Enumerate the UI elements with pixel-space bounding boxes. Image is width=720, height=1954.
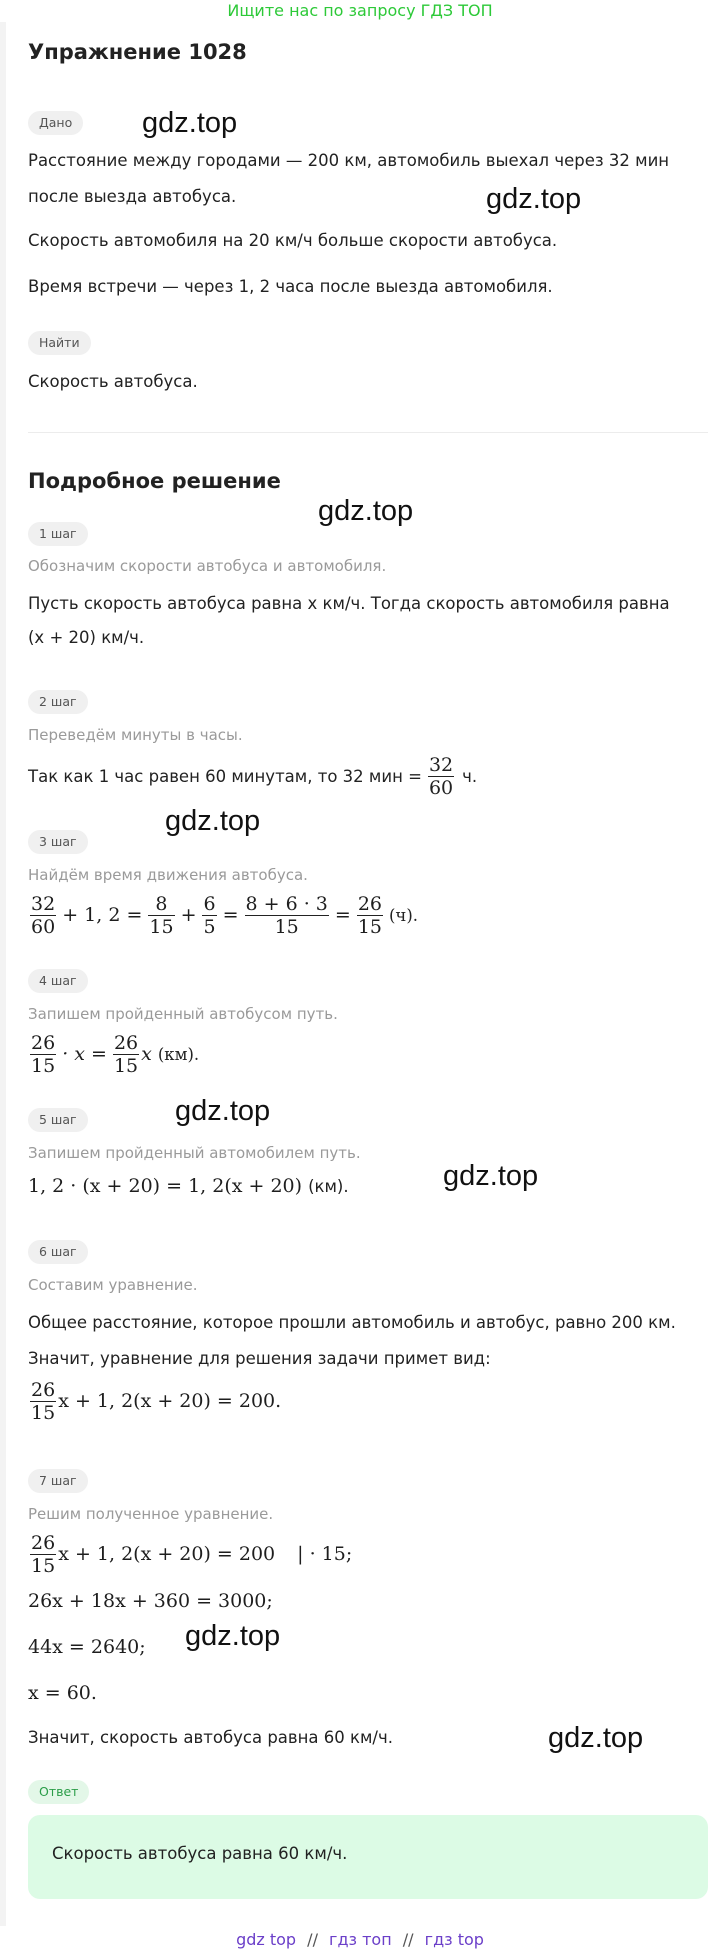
step-6-frac-den: 15: [31, 1401, 56, 1424]
step-7-mult: | · 15;: [297, 1543, 353, 1565]
step-5-formula: [28, 1170, 349, 1202]
step-1-badge: 1 шаг: [28, 522, 88, 546]
step-3-frac-1-num: 32: [31, 892, 56, 915]
left-rule: [0, 22, 6, 1926]
step-2-formula: [28, 750, 477, 802]
step-2-num: 32: [428, 753, 454, 776]
answer-badge: Ответ: [28, 1780, 89, 1804]
step-7-badge: 7 шаг: [28, 1469, 88, 1493]
step-7-expr: x + 1, 2(x + 20) = 200: [58, 1543, 276, 1565]
step-1-line-2: (x + 20) км/ч.: [28, 628, 145, 647]
find-text: Скорость автобуса.: [28, 372, 198, 391]
step-6-frac: [30, 1379, 56, 1424]
step-4-tail: x: [141, 1043, 152, 1065]
step-3-frac-3-den: 5: [203, 915, 216, 938]
step-6-frac-num: 26: [31, 1378, 56, 1401]
step-6-line-2: Значит, уравнение для решения задачи примет вид:: [28, 1349, 491, 1368]
step-4-frac-1-den: 15: [31, 1054, 56, 1077]
step-6-expr: x + 1, 2(x + 20) = 200.: [58, 1390, 282, 1412]
step-3-op-2: +: [180, 904, 197, 926]
step-4-frac-2-den: 15: [113, 1054, 139, 1077]
step-3-frac-1-den: 60: [31, 915, 56, 938]
bottom-separator: //: [402, 1930, 414, 1949]
step-3-formula: [28, 889, 418, 941]
watermark: gdz.top: [318, 495, 414, 527]
watermark: gdz.top: [486, 183, 582, 215]
step-5-badge: 5 шаг: [28, 1108, 88, 1132]
step-2-hint: Переведём минуты в часы.: [28, 726, 243, 744]
bottom-link-gdz-top-ru[interactable]: гдз топ: [329, 1930, 392, 1949]
step-1-hint: Обозначим скорости автобуса и автомобиля.: [28, 557, 387, 575]
step-3-frac-4-num: 8 + 6 · 3: [245, 892, 328, 915]
step-5-unit: (км).: [308, 1176, 349, 1196]
step-3-frac-2-num: 8: [155, 892, 168, 915]
step-3-hint: Найдём время движения автобуса.: [28, 866, 308, 884]
step-2-fraction: [428, 754, 454, 799]
step-4-unit: (км).: [157, 1044, 200, 1064]
step-5-expr: 1, 2 · (x + 20) = 1, 2(x + 20): [28, 1175, 303, 1197]
step-7-eq-2: 26x + 18x + 360 = 3000;: [28, 1590, 273, 1612]
step-3-frac-1: [30, 893, 56, 938]
step-4-frac-2-num: 26: [113, 1031, 139, 1054]
solution-title: Подробное решение: [28, 469, 281, 493]
step-7-conclusion: Значит, скорость автобуса равна 60 км/ч.: [28, 1728, 393, 1747]
step-4-formula: [28, 1028, 199, 1080]
step-3-badge: 3 шаг: [28, 830, 88, 854]
watermark: gdz.top: [443, 1160, 539, 1192]
step-4-frac-1-num: 26: [31, 1031, 56, 1054]
bottom-link-gdz-top-mixed[interactable]: гдз top: [424, 1930, 484, 1949]
top-banner[interactable]: Ищите нас по запросу ГДЗ ТОП: [227, 1, 493, 20]
step-1-line-1: Пусть скорость автобуса равна x км/ч. Тогда скорость автомобиля равна: [28, 594, 670, 613]
step-3-op-4: =: [334, 904, 351, 926]
step-3-frac-3-num: 6: [203, 892, 216, 915]
step-3-frac-4: [245, 893, 329, 938]
bottom-banner: [0, 1926, 720, 1954]
given-line-4: Время встречи — через 1, 2 часа после выезда автомобиля.: [28, 277, 553, 296]
watermark: gdz.top: [185, 1620, 281, 1652]
given-line-3: Скорость автомобиля на 20 км/ч больше скорости автобуса.: [28, 231, 558, 250]
step-7-hint: Решим полученное уравнение.: [28, 1505, 274, 1523]
given-line-1: Расстояние между городами — 200 км, автомобиль выехал через 32 мин: [28, 151, 670, 170]
step-6-formula: [28, 1375, 281, 1427]
answer-box: [28, 1815, 708, 1899]
page-title: Упражнение 1028: [28, 40, 247, 64]
bottom-link-gdz-top[interactable]: gdz top: [236, 1930, 297, 1949]
step-2-text-before: Так как 1 час равен 60 минутам, то 32 мин =: [28, 766, 422, 786]
answer-text: Скорость автобуса равна 60 км/ч.: [52, 1844, 348, 1863]
step-2-den: 60: [428, 776, 454, 799]
step-7-formula: [28, 1528, 352, 1580]
step-2-text-after: ч.: [462, 766, 478, 786]
step-3-op-3: =: [222, 904, 239, 926]
watermark: gdz.top: [165, 805, 261, 837]
given-line-2: после выезда автобуса.: [28, 187, 237, 206]
step-4-frac-1: [30, 1032, 56, 1077]
step-3-frac-5-den: 15: [357, 915, 382, 938]
watermark: gdz.top: [548, 1722, 644, 1754]
step-4-badge: 4 шаг: [28, 969, 88, 993]
step-3-frac-5-num: 26: [357, 892, 382, 915]
step-7-eq-4: x = 60.: [28, 1682, 97, 1704]
step-4-mid: · x =: [62, 1043, 107, 1065]
step-7-frac: [30, 1532, 56, 1577]
step-7-eq-3: 44x = 2640;: [28, 1636, 146, 1658]
step-6-badge: 6 шаг: [28, 1240, 88, 1264]
find-badge: Найти: [28, 331, 91, 355]
given-badge: Дано: [28, 111, 83, 135]
step-3-op-1: + 1, 2 =: [62, 904, 143, 926]
step-4-frac-2: [113, 1032, 139, 1077]
step-3-frac-5: [357, 893, 383, 938]
step-5-hint: Запишем пройденный автомобилем путь.: [28, 1144, 361, 1162]
step-2-badge: 2 шаг: [28, 690, 88, 714]
step-6-hint: Составим уравнение.: [28, 1276, 198, 1294]
step-3-frac-3: [202, 893, 216, 938]
step-3-frac-2-den: 15: [149, 915, 174, 938]
step-7-frac-den: 15: [31, 1554, 56, 1577]
step-6-line-1: Общее расстояние, которое прошли автомобиль и автобус, равно 200 км.: [28, 1313, 676, 1332]
section-divider: [28, 432, 708, 433]
watermark: gdz.top: [175, 1095, 271, 1127]
step-3-unit: (ч).: [389, 905, 419, 925]
watermark: gdz.top: [142, 107, 238, 139]
step-4-hint: Запишем пройденный автобусом путь.: [28, 1005, 338, 1023]
step-3-frac-4-den: 15: [245, 915, 329, 938]
step-7-frac-num: 26: [31, 1531, 56, 1554]
step-3-frac-2: [148, 893, 174, 938]
bottom-separator: //: [307, 1930, 318, 1949]
